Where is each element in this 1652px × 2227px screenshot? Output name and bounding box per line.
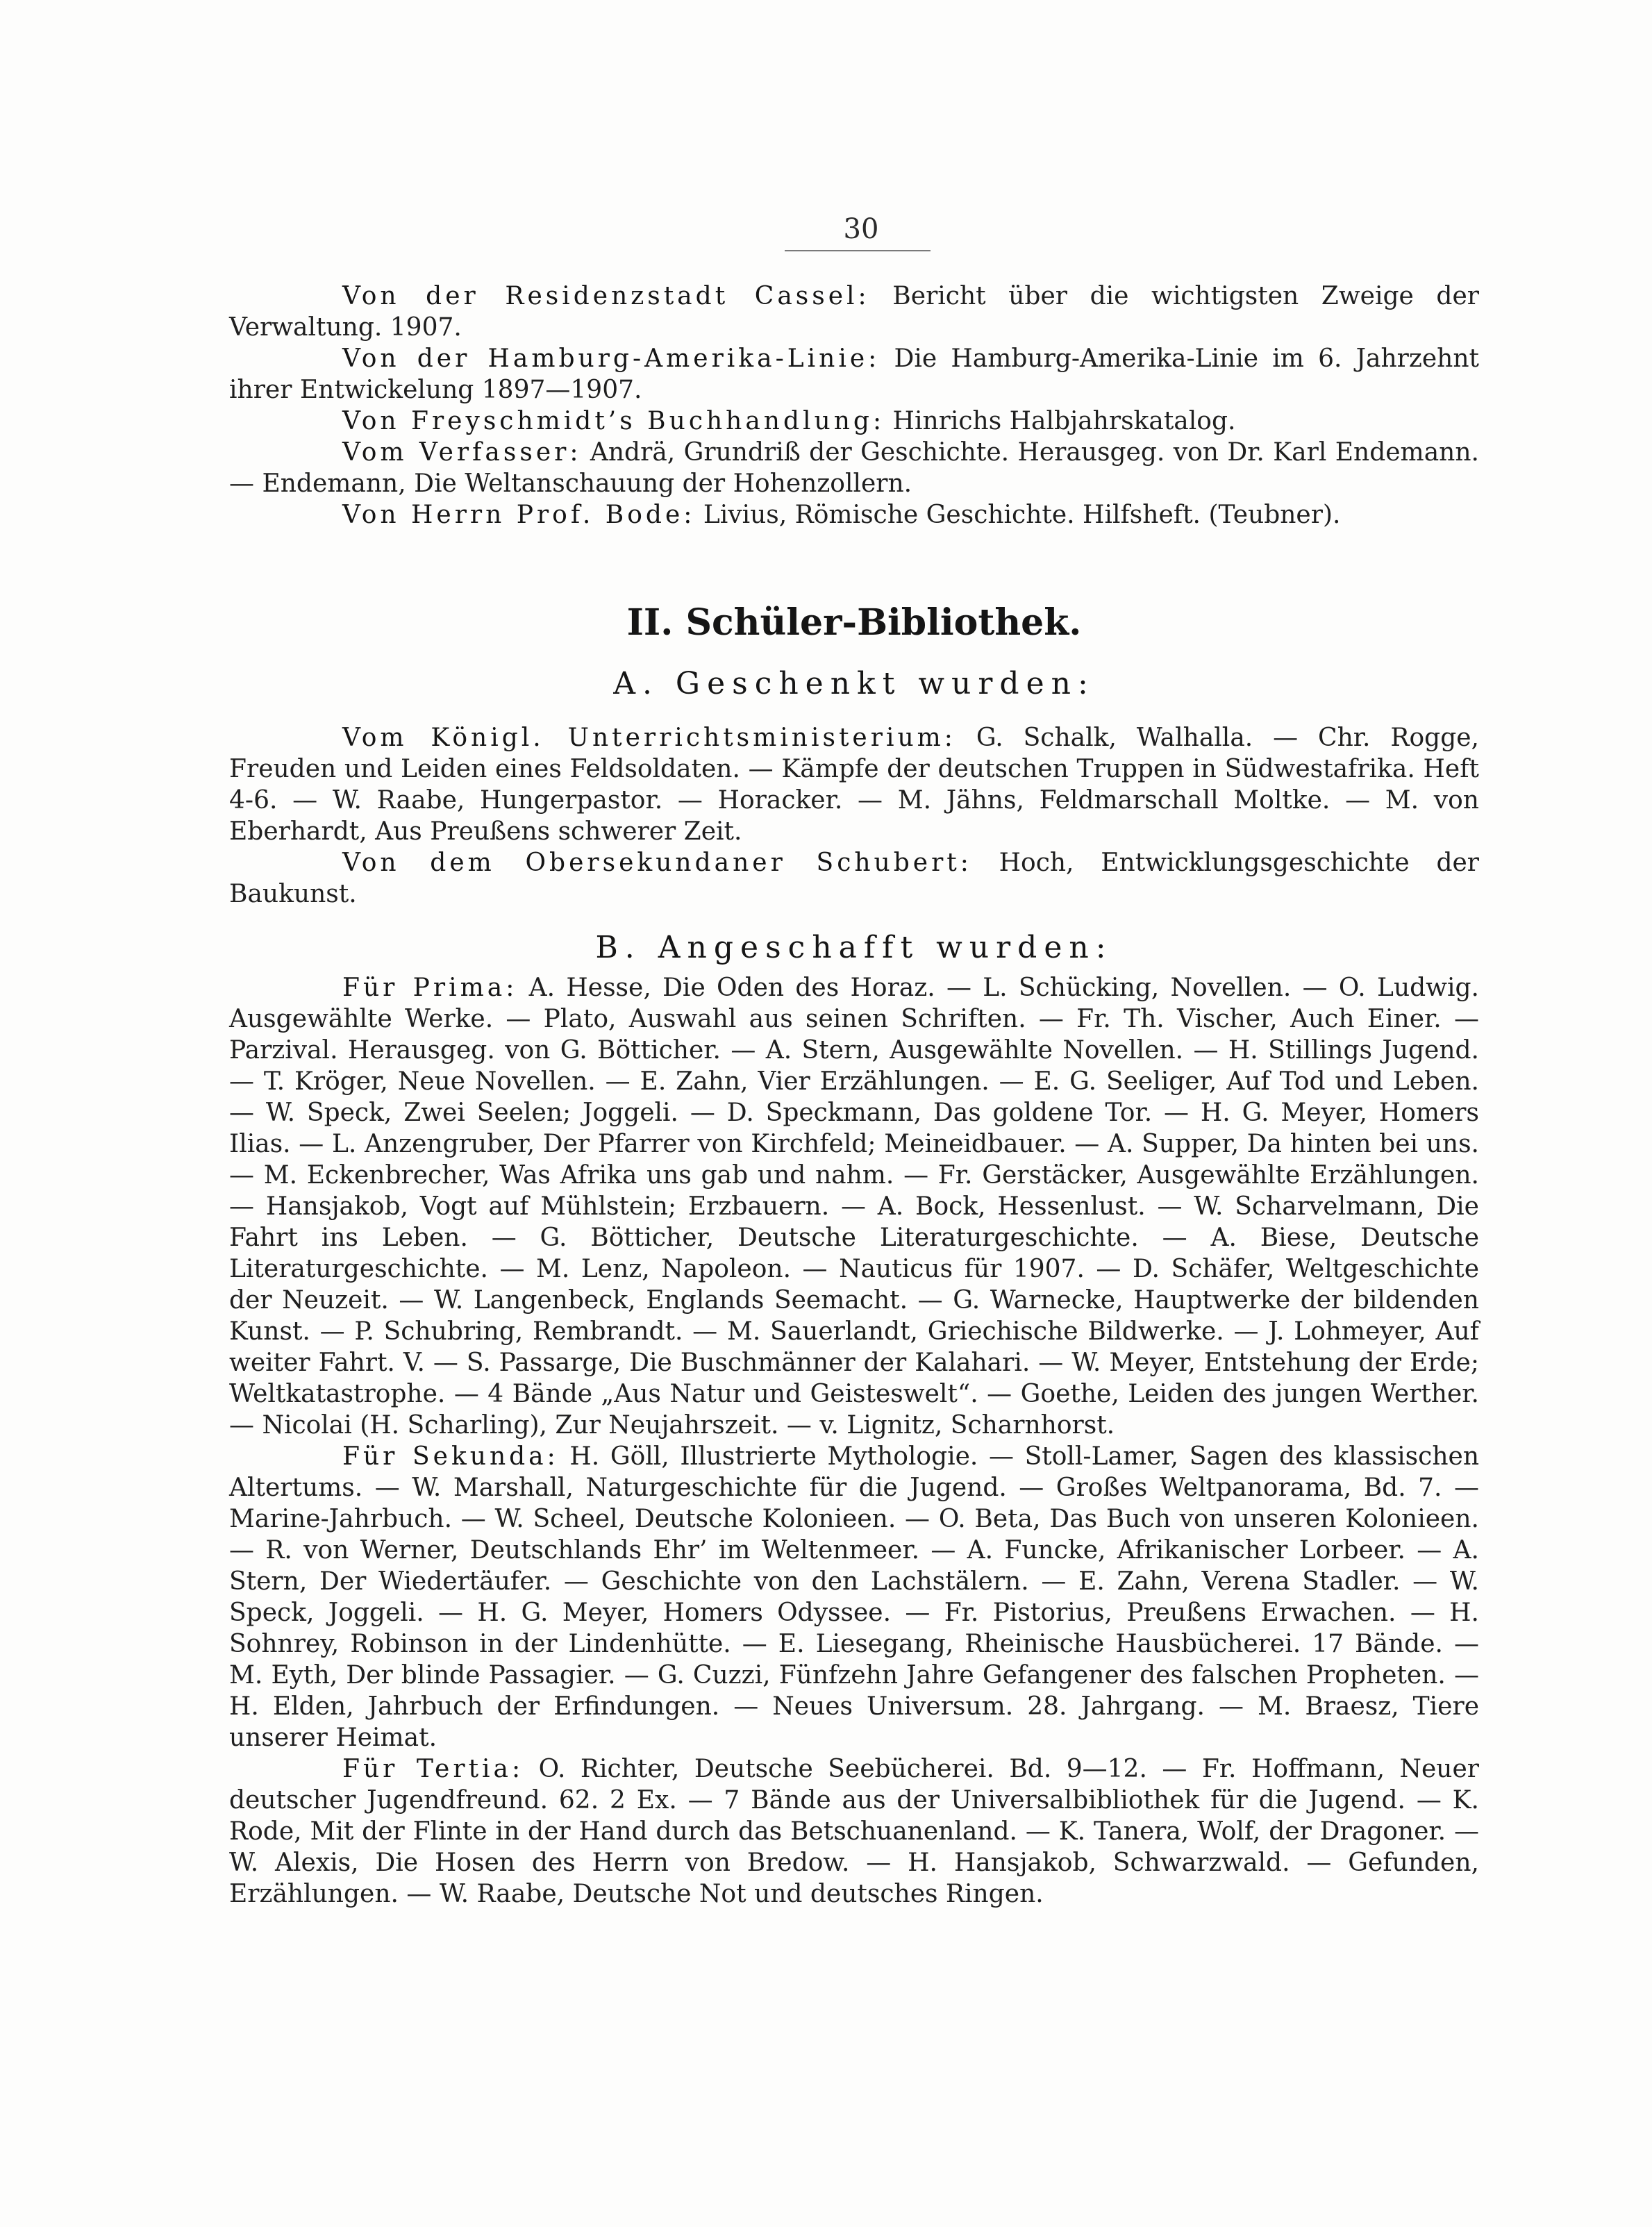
acquisition-entry bbox=[229, 972, 1479, 1441]
acquisition-entry bbox=[229, 1441, 1479, 1753]
section-title: II. Schüler-Bibliothek. bbox=[626, 601, 1082, 644]
gift-entry bbox=[229, 847, 1479, 910]
acquisition-entry bbox=[229, 1753, 1479, 1910]
donation-text: Die Hamburg-Amerika-Linie im 6. Jahrzehnt ihrer Entwickelung 1897—1907. bbox=[229, 344, 1480, 404]
donation-entry bbox=[229, 281, 1479, 343]
donor-name: Von dem Obersekundaner Schubert: bbox=[342, 849, 972, 877]
donation-entry bbox=[229, 437, 1479, 499]
donor-name: Von Freyschmidt’s Buchhandlung: bbox=[342, 407, 885, 435]
class-name: Für Sekunda: bbox=[342, 1442, 559, 1471]
donation-entry bbox=[229, 343, 1479, 406]
donor-name: Vom Verfasser: bbox=[342, 438, 582, 467]
donation-text: Bericht über die wichtigsten Zweige der Verwaltung. 1907. bbox=[229, 282, 1479, 342]
acquisition-text: O. Richter, Deutsche Seebücherei. Bd. 9—12. — Fr. Hoffmann, Neuer deutscher Jugendfreund. 62. 2 Ex. — 7 Bände aus der Universalbibliothek für die Jugend. — K. Rode, Mit der Flinte in der Hand durch das Betschuanenland. — K. Tanera, Wolf, der Dragoner. — W. Alexis, Die Hosen des Herrn von Bredow. — H. Hansjakob, Schwarzwald. — Gefunden, Erzählungen. — W. Raabe, Deutsche Not und deutsches Ringen. bbox=[229, 1755, 1479, 1908]
page-number-rule bbox=[785, 250, 931, 251]
page-number: 30 bbox=[843, 213, 879, 245]
acquisitions-list bbox=[229, 972, 1479, 1910]
class-name: Für Prima: bbox=[342, 974, 518, 1002]
donations-list bbox=[229, 281, 1479, 531]
donor-name: Von der Hamburg-Amerika-Linie: bbox=[342, 344, 881, 373]
subsection-a-title: A. Geschenkt wurden: bbox=[613, 666, 1095, 701]
gifts-list bbox=[229, 722, 1479, 910]
class-name: Für Tertia: bbox=[342, 1755, 524, 1783]
donation-entry bbox=[229, 499, 1479, 531]
donor-name: Von Herrn Prof. Bode: bbox=[342, 501, 696, 529]
donor-name: Vom Königl. Unterrichtsministerium: bbox=[342, 724, 956, 752]
donation-text: Livius, Römische Geschichte. Hilfsheft. (Teubner). bbox=[695, 501, 1341, 529]
acquisition-text: A. Hesse, Die Oden des Horaz. — L. Schücking, Novellen. — O. Ludwig. Ausgewählte Werke. — Plato, Auswahl aus seinen Schriften. — Fr. Th. Vischer, Auch Einer. — Parzival. Herausgeg. von G. Bötticher. — A. Stern, Ausgewählte Novellen. — H. Stillings Jugend. — T. Kröger, Neue Novellen. — E. Zahn, Vier Erzählungen. — E. G. Seeliger, Auf Tod und Leben. — W. Speck, Zwei Seelen; Joggeli. — D. Speckmann, Das goldene Tor. — H. G. Meyer, Homers Ilias. — L. Anzengruber, Der Pfarrer von Kirchfeld; Meineidbauer. — A. Supper, Da hinten bei uns. — M. Eckenbrecher, Was Afrika uns gab und nahm. — Fr. Gerstäcker, Ausgewählte Erzählungen. — Hansjakob, Vogt auf Mühlstein; Erzbauern. — A. Bock, Hessenlust. — W. Scharvelmann, Die Fahrt ins Leben. — G. Bötticher, Deutsche Literaturgeschichte. — A. Biese, Deutsche Literaturgeschichte. — M. Lenz, Napoleon. — Nauticus für 1907. — D. Schäfer, Weltgeschichte der Neuzeit. — W. Langenbeck, Englands Seemacht. — G. Warnecke, Hauptwerke der bildenden Kunst. — P. Schubring, Rembrandt. — M. Sauerlandt, Griechische Bildwerke. — J. Lohmeyer, Auf weiter Fahrt. V. — S. Passarge, Die Buschmänner der Kalahari. — W. Meyer, Entstehung der Erde; Weltkatastrophe. — 4 Bände „Aus Natur und Geisteswelt“. — Goethe, Leiden des jungen Werther. — Nicolai (H. Scharling), Zur Neujahrszeit. — v. Lignitz, Scharnhorst. bbox=[229, 974, 1479, 1440]
gift-text: Hoch, Entwicklungsgeschichte der Baukunst. bbox=[229, 849, 1479, 908]
donation-text: Andrä, Grundriß der Geschichte. Herausgeg. von Dr. Karl Endemann. — Endemann, Die Weltanschauung der Hohenzollern. bbox=[229, 438, 1479, 498]
gift-entry bbox=[229, 722, 1479, 847]
donation-text: Hinrichs Halbjahrskatalog. bbox=[885, 407, 1236, 435]
donation-entry bbox=[229, 406, 1479, 437]
gift-text: G. Schalk, Walhalla. — Chr. Rogge, Freuden und Leiden eines Feldsoldaten. — Kämpfe der deutschen Truppen in Südwestafrika. Heft 4-6. — W. Raabe, Hungerpastor. — Horacker. — M. Jähns, Feldmarschall Moltke. — M. von Eberhardt, Aus Preußens schwerer Zeit. bbox=[229, 724, 1479, 846]
acquisition-text: H. Göll, Illustrierte Mythologie. — Stoll-Lamer, Sagen des klassischen Altertums. — W. Marshall, Naturgeschichte für die Jugend. — Großes Weltpanorama, Bd. 7. — Marine-Jahrbuch. — W. Scheel, Deutsche Kolonieen. — O. Beta, Das Buch von unseren Kolonieen. — R. von Werner, Deutschlands Ehr’ im Weltenmeer. — A. Funcke, Afrikanischer Lorbeer. — A. Stern, Der Wiedertäufer. — Geschichte von den Lachstälern. — E. Zahn, Verena Stadler. — W. Speck, Joggeli. — H. G. Meyer, Homers Odyssee. — Fr. Pistorius, Preußens Erwachen. — H. Sohnrey, Robinson in der Lindenhütte. — E. Liesegang, Rheinische Hausbücherei. 17 Bände. — M. Eyth, Der blinde Passagier. — G. Cuzzi, Fünfzehn Jahre Gefangener des falschen Propheten. — H. Elden, Jahrbuch der Erfindungen. — Neues Universum. 28. Jahrgang. — M. Braesz, Tiere unserer Heimat. bbox=[229, 1442, 1479, 1752]
donor-name: Von der Residenzstadt Cassel: bbox=[342, 282, 870, 310]
subsection-b-title: B. Angeschafft wurden: bbox=[595, 930, 1113, 965]
